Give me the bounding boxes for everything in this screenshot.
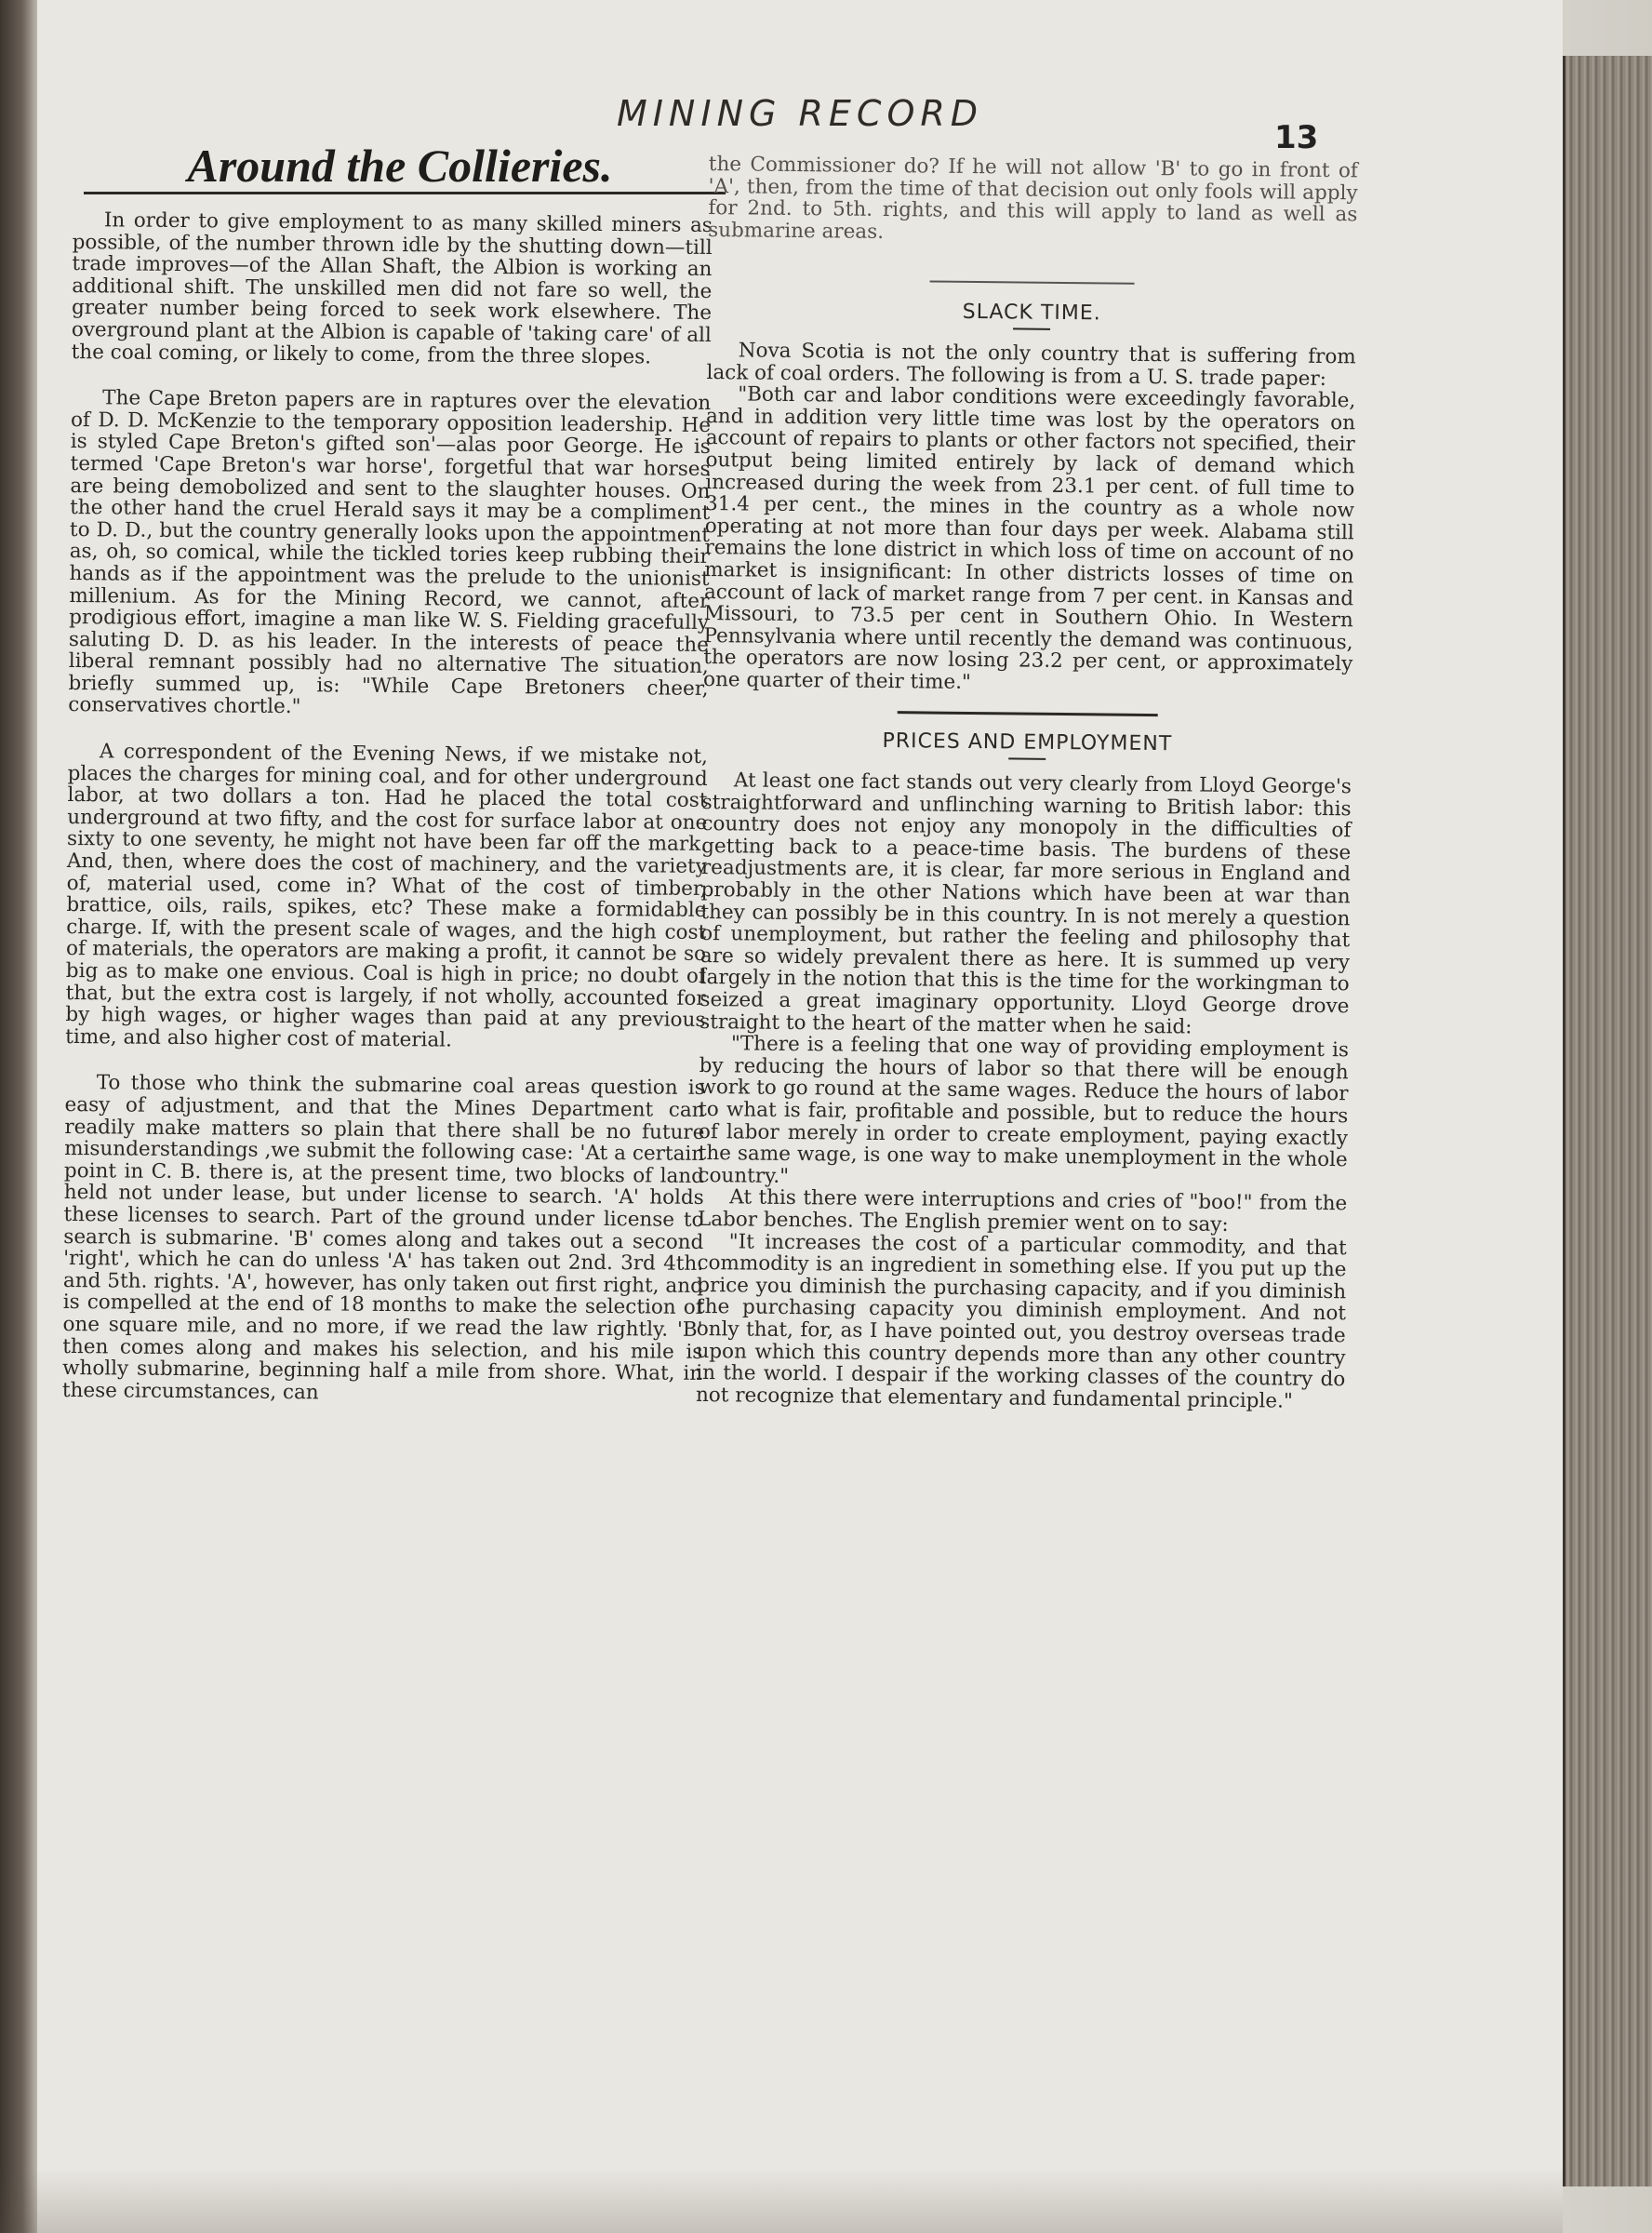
paragraph-cost-quote: "It increases the cost of a particular commodity, and that commodity is an ingredient in something else. If you put up the price you diminish the purchasing capacity, and if you diminish the purchasing capacity you diminish employment. And not only that, for, as I have pointed out, you destroy overseas trade upon which this country depends more than any other country in the world. I despair if the working classes of the country do not recognize that elementary and fundamental principle." [695,1229,1347,1413]
paragraph-slack-quote: "Both car and labor conditions were exceedingly favorable, and in addition very little time was lost by the operators on account of repairs to plants or other factors not specified, their output being limited entirely by lack of demand which increased during the week from 23.1 per cent. of full time to 31.4 per cent., the mines in the country as a whole now operating at not more than four days per week. Alabama still remains the lone district in which loss of time on account of no market is insignificant: In other districts losses of time on account of lack of market range from 7 per cent. in Kansas and Missouri, to 73.5 per cent in Southern Ohio. In Western Pennsylvania where until recently the demand was continuous, the operators are now losing 23.2 per cent, or approximately one quarter of their time." [702,382,1356,694]
paragraph-slack-intro: Nova Scotia is not the only country that is suffering from lack of coal orders. The following is from a U. S. trade paper: [706,339,1356,391]
paragraph-submarine-areas: To those who think the submarine coal areas question is easy of adjustment, and that the Mines Department can readily make matters so plain that there shall be no future misunderstandings ,we submit the following case: 'At a certain point in C. B. there is, at the present time, two blocks of land held not under lease, but under license to search. 'A' holds these licenses to search. Part of the ground under license to search is submarine. 'B' comes along and takes out a second 'right', which he can do unless 'A' has taken out 2nd. 3rd 4th. and 5th. rights. 'A', however, has only taken out first right, and is compelled at the end of 18 months to make the selection of one square mile, and no more, if we read the law rightly. 'B' then comes along and makes his selection, and his mile is wholly submarine, beginning half a mile from shore. What, in these circumstances, can [61,1071,705,1405]
paragraph-mining-cost: A correspondent of the Evening News, if we mistake not, places the charges for mining coal, and for other underground labor, at two dollars a ton. Had he placed the total cost underground at two fifty, and the cost for surface labor at one sixty to one seventy, he might not have been far off the mark. And, then, where does the cost of machinery, and the variety of, material used, come in? What of the cost of timber, brattice, oils, rails, spikes, etc? These make a formidable charge. If, with the present scale of wages, and the high cost of materials, the operators are making a profit, it cannot be so big as to make one envious. Coal is high in price; no doubt of that, but the extra cost is largely, if not wholly, accounted for by high wages, or higher wages than paid at any previous time, and also higher cost of material. [65,740,708,1052]
section-divider [930,281,1135,285]
paragraph-mckenzie: The Cape Breton papers are in raptures over the elevation of D. D. McKenzie to the temporary opposition leadership. He is styled Cape Breton's gifted son'—alas poor George. He is termed 'Cape Breton's war horse', forgetful that war horses are being demobolized and sent to the slaughter houses. On the other hand the cruel Herald says it may be a compliment to D. D., but the country generally looks upon the appointment as, oh, so comical, while the tickled tories keep rubbing their hands as if the appointment was the prelude to the unionist millenium. As for the Mining Record, we cannot, after prodigious effort, imagine a man like W. S. Fielding gracefully saluting D. D. as his leader. In the interests of peace the liberal remnant possibly had no alternative The situation, briefly summed up, is: "While Cape Bretoners cheer, conservatives chortle." [68,386,712,719]
title-rule [84,192,726,194]
heading-rule [1008,757,1046,759]
bottom-shadow [0,2168,1563,2233]
paragraph-continuation: the Commissioner do? If he will not allow 'B' to go in front of 'A', then, from the time of that decision out only fools will apply for 2nd. to 5th. rights, and this will apply to land as well as submarine areas. [708,153,1358,244]
book-page-edges [1563,56,1652,2186]
right-column [696,154,1358,1413]
paragraph-interruptions: At this there were interruptions and cries of "boo!" from the Labor benches. The English premier went on to say: [697,1185,1348,1237]
section-title: Around the Collieries. [187,140,613,192]
heading-rule [1013,328,1050,329]
running-head: MINING RECORD [616,93,984,134]
section-divider [898,712,1158,717]
heading-slack-time: SLACK TIME. [962,301,1101,326]
book-binding [0,0,37,2233]
heading-prices-employment: PRICES AND EMPLOYMENT [882,729,1173,756]
paragraph-lloyd-george: At least one fact stands out very clearly from Lloyd George's straightforward and unflinching warning to British labor: this country does not enjoy any monopoly in the difficulties of getting back to a peace-time basis. The burdens of these readjustments are, it is clear, far more serious in England and probably in the other Nations which have been at war than they can possibly be in this country. In is not merely a question of unemployment, but rather the feeling and philosophy that are so widely prevalent there as here. It is summed up very largely in the notion that this is the time for the workingman to seized a great imaginary opportunity. Lloyd George drove straight to the heart of the matter when he said: [699,769,1352,1039]
page-number: 13 [1274,119,1319,156]
paragraph-hours-quote: "There is a feeling that one way of providing employment is by reducing the hours of labor so that there will be enough work to go round at the same wages. Reduce the hours of labor to what is fair, profitable and possible, but to reduce the hours of labor merely in order to create employment, paying exactly the same wage, is one way to make unemployment in the whole country." [698,1032,1350,1188]
left-column [62,209,713,1407]
paragraph-albion: In order to give employment to as many skilled miners as possible, of the number thrown idle by the shutting down—till trade improves—of the Allan Shaft, the Albion is working an additional shift. The unskilled men did not fare so well, the greater number being forced to seek work elsewhere. The overground plant at the Albion is capable of 'taking care' of all the coal coming, or likely to come, from the three slopes. [71,208,713,368]
